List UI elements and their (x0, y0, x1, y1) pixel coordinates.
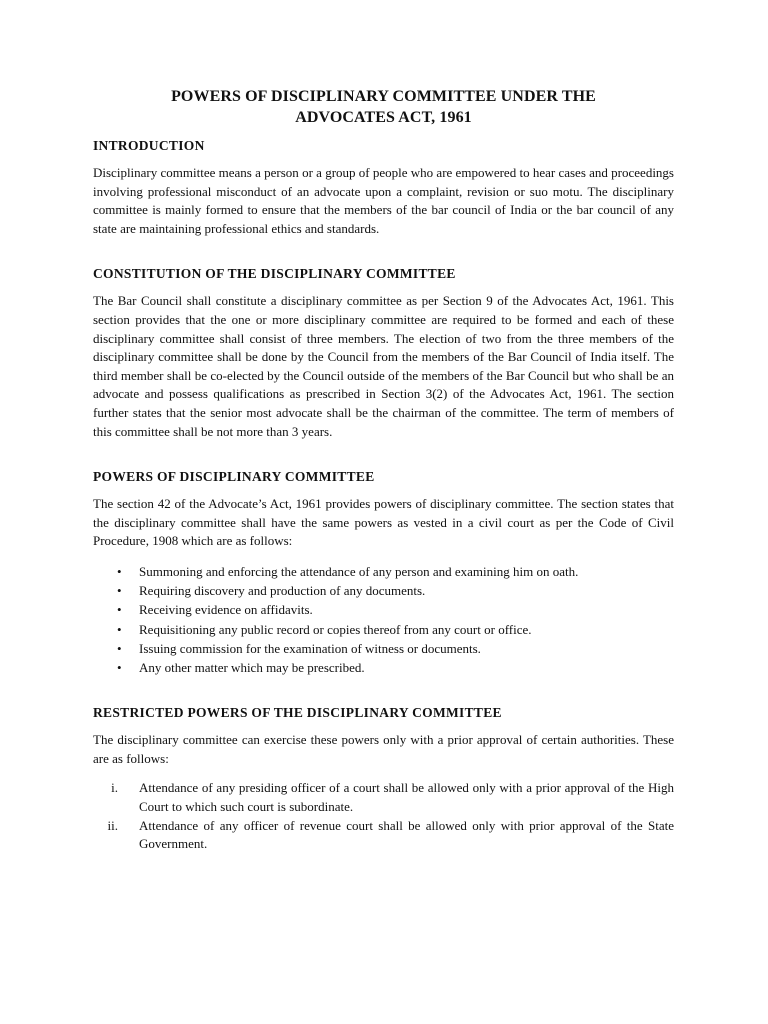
section-heading: POWERS OF DISCIPLINARY COMMITTEE (93, 469, 375, 485)
list-item (93, 639, 674, 658)
list-item-text: Attendance of any officer of revenue court shall be allowed only with prior approval of the State Government. (139, 817, 674, 852)
list-item-text: Issuing commission for the examination of witness or documents. (139, 640, 481, 656)
section-powers (93, 468, 674, 677)
list-item (93, 562, 674, 581)
list-item-text: Summoning and enforcing the attendance of any person and examining him on oath. (139, 563, 579, 579)
list-item-text: Any other matter which may be prescribed. (139, 659, 365, 675)
list-item (93, 779, 674, 816)
section-introduction (93, 137, 674, 238)
section-paragraph: The Bar Council shall constitute a disciplinary committee as per Section 9 of the Advocates Act, 1961. This section provides that the one or more disciplinary committee are required to be formed and each of these disciplinary committee shall consist of three members. The election of two from the three members of the disciplinary committee shall be done by the Council from the members of the Bar Council of India itself. The third member shall be co-elected by the Council outside of the members of the Bar Council but who shall be an advocate and possess qualifications as prescribed in Section 3(2) of the Advocates Act, 1961. The section further states that the senior most advocate shall be the chairman of the committee. The term of members of this committee shall be not more than 3 years. (93, 293, 674, 439)
section-constitution (93, 265, 674, 441)
spacer (93, 677, 674, 704)
spacer (93, 551, 674, 562)
spacer (93, 441, 674, 468)
section-heading: RESTRICTED POWERS OF THE DISCIPLINARY COMMITTEE (93, 705, 502, 721)
section-heading: INTRODUCTION (93, 138, 205, 153)
section-paragraph: Disciplinary committee means a person or a group of people who are empowered to hear cases and proceedings involving professional misconduct of an advocate upon a complaint, revision or suo motu. The disciplinary committee is mainly formed to ensure that the members of the bar council of India or the bar council of any state are maintaining professional ethics and standards. (93, 165, 674, 236)
list-item (93, 658, 674, 677)
list-item-text: Requisitioning any public record or copies thereof from any court or office. (139, 621, 532, 637)
bullet-icon: • (117, 563, 122, 579)
title-line-1: POWERS OF DISCIPLINARY COMMITTEE UNDER THE (171, 88, 596, 105)
list-item (93, 620, 674, 639)
spacer (93, 238, 674, 265)
section-paragraph: The disciplinary committee can exercise these powers only with a prior approval of certain authorities. These are as follows: (93, 732, 674, 766)
list-marker: i. (111, 780, 118, 796)
list-item (93, 600, 674, 619)
bullet-icon: • (117, 602, 122, 618)
list-item (93, 817, 674, 854)
list-item-text: Receiving evidence on affidavits. (139, 602, 313, 618)
section-heading: CONSTITUTION OF THE DISCIPLINARY COMMITTEE (93, 266, 456, 282)
section-paragraph: The section 42 of the Advocate’s Act, 1961 provides powers of disciplinary committee. The section states that the disciplinary committee shall have the same powers as vested in a civil court as per the Code of Civil Procedure, 1908 which are as follows: (93, 496, 674, 549)
section-restricted (93, 704, 674, 854)
restricted-list (93, 779, 674, 853)
bullet-icon: • (117, 621, 122, 637)
list-item-text: Requiring discovery and production of any documents. (139, 583, 426, 599)
list-item-text: Attendance of any presiding officer of a court shall be allowed only with a prior approval of the High Court to which such court is subordinate. (139, 780, 674, 814)
powers-list (93, 562, 674, 677)
bullet-icon: • (117, 583, 122, 599)
document-title (93, 86, 674, 128)
bullet-icon: • (117, 659, 122, 675)
list-marker: ii. (107, 817, 118, 833)
title-line-2: ADVOCATES ACT, 1961 (295, 109, 472, 126)
list-item (93, 581, 674, 600)
bullet-icon: • (117, 640, 122, 656)
spacer (93, 768, 674, 779)
